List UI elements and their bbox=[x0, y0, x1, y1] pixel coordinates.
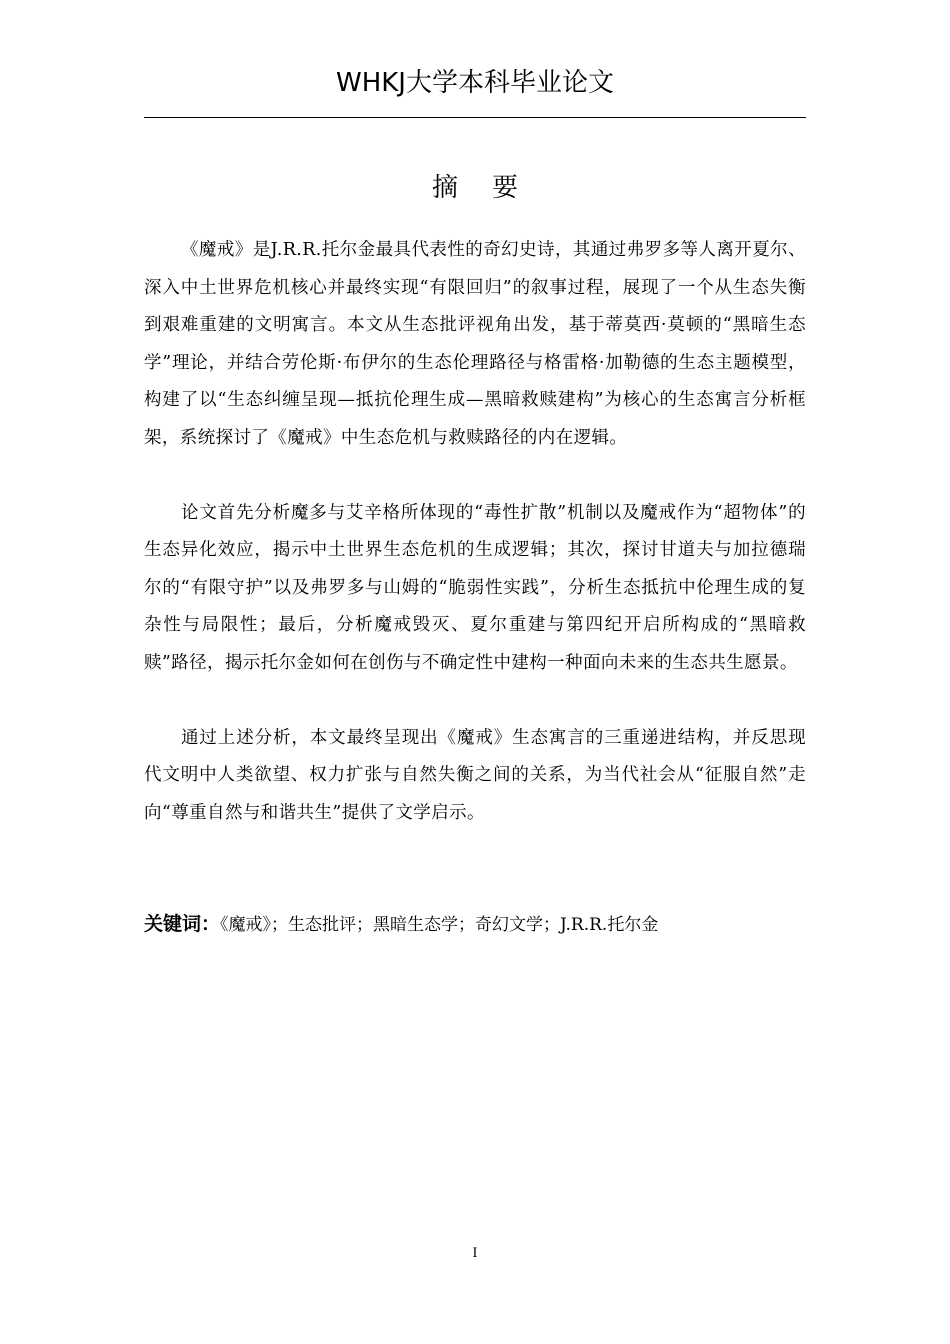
keywords-label: 关键词： bbox=[144, 913, 221, 935]
abstract-paragraph-3: 通过上述分析，本文最终呈现出《魔戒》生态寓言的三重递进结构，并反思现代文明中人类欲望、权力扩张与自然失衡之间的关系，为当代社会从“征服自然”走向“尊重自然与和谐共生”提供了文学启示。 bbox=[144, 727, 806, 823]
header-divider bbox=[144, 117, 806, 118]
abstract-paragraph-1: 《魔戒》是J.R.R.托尔金最具代表性的奇幻史诗，其通过弗罗多等人离开夏尔、深入中土世界危机核心并最终实现“有限回归”的叙事过程，展现了一个从生态失衡到艰难重建的文明寓言。本文从生态批评视角出发，基于蒂莫西·莫顿的“黑暗生态学”理论，并结合劳伦斯·布伊尔的生态伦理路径与格雷格·加勒德的生态主题模型，构建了以“生态纠缠呈现—抵抗伦理生成—黑暗救赎建构”为核心的生态寓言分析框架，系统探讨了《魔戒》中生态危机与救赎路径的内在逻辑。 bbox=[144, 240, 806, 448]
page-header-title: WHKJ大学本科毕业论文 bbox=[336, 68, 614, 98]
abstract-heading-part2: 要 bbox=[492, 173, 519, 203]
page-number: I bbox=[472, 1246, 478, 1261]
abstract-heading bbox=[144, 168, 806, 208]
abstract-heading-part1: 摘 bbox=[431, 173, 458, 203]
abstract-body bbox=[144, 232, 806, 832]
abstract-paragraph-2: 论文首先分析魔多与艾辛格所体现的“毒性扩散”机制以及魔戒作为“超物体”的生态异化效应，揭示中土世界生态危机的生成逻辑；其次，探讨甘道夫与加拉德瑞尔的“有限守护”以及弗罗多与山姆的“脆弱性实践”，分析生态抵抗中伦理生成的复杂性与局限性；最后，分析魔戒毁灭、夏尔重建与第四纪开启所构成的“黑暗救赎”路径，揭示托尔金如何在创伤与不确定性中建构一种面向未来的生态共生愿景。 bbox=[144, 502, 806, 673]
keywords-text: 《魔戒》；生态批评；黑暗生态学；奇幻文学；J.R.R.托尔金 bbox=[220, 915, 659, 935]
keywords-line bbox=[144, 906, 806, 943]
